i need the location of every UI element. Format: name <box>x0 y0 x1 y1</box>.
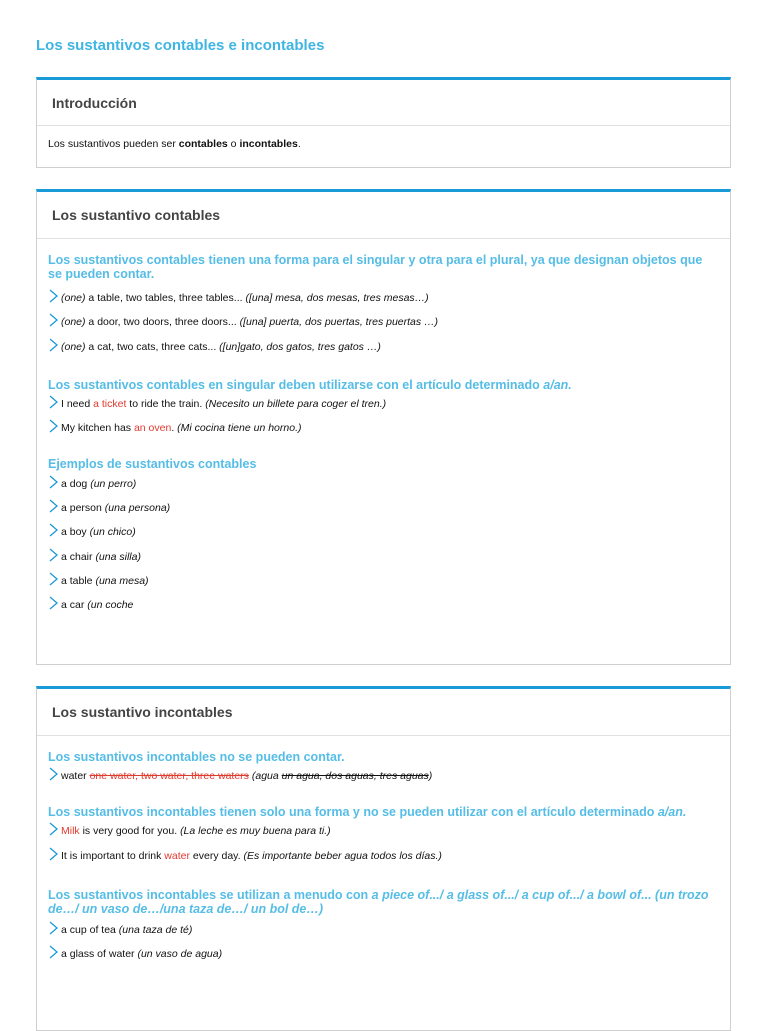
chevron-right-icon <box>48 548 60 562</box>
item-highlight: a ticket <box>93 398 127 411</box>
list-item <box>48 310 719 334</box>
countable-heading-2 <box>48 378 719 392</box>
item-translation: (una mesa) <box>95 574 149 587</box>
chevron-right-icon <box>48 313 60 327</box>
heading-text: Los sustantivos contables en singular deben utilizarse con el artículo determinado <box>48 377 544 392</box>
chevron-right-icon <box>48 596 60 610</box>
chevron-right-icon <box>48 419 60 433</box>
heading-text: Los sustantivos incontables tienen solo una forma y no se pueden utilizar con el artículo determinado <box>48 805 658 820</box>
item-translation: (una silla) <box>95 550 141 563</box>
item-translation: (un vaso de agua) <box>137 948 223 961</box>
heading-emphasis: a/an. <box>543 377 572 392</box>
chevron-right-icon <box>48 921 60 935</box>
item-translation-close: ) <box>428 770 433 783</box>
item-text: a cat, two cats, three cats... <box>85 340 220 353</box>
countable-panel <box>36 189 731 665</box>
item-text: I need <box>61 398 94 411</box>
item-highlight: an oven <box>133 422 172 435</box>
list-item <box>48 593 719 617</box>
list-item <box>48 520 719 544</box>
item-text: . <box>171 422 178 435</box>
chevron-right-icon <box>48 572 60 586</box>
heading-emphasis: a piece of.../ a glass of.../ a cup of.../ a bowl of... (un trozo de…/ un vaso de…/una taza de…/ un bol de…) <box>48 887 709 916</box>
list-item <box>48 844 719 868</box>
uncountable-panel <box>36 686 731 1031</box>
intro-bold-uncountable: incontables <box>239 138 298 150</box>
list-item <box>48 335 719 359</box>
intro-bold-countable: contables <box>178 138 228 150</box>
item-prefix: (one) <box>61 316 86 329</box>
item-text: It is important to drink <box>61 849 165 862</box>
item-struck-translation: un agua, dos aguas, tres aguas <box>281 770 429 783</box>
item-translation: (Mi cocina tiene un horno.) <box>177 422 302 435</box>
intro-mid: o <box>227 138 240 150</box>
item-struck-plural: one water, two water, three waters <box>89 770 249 783</box>
item-text: to ride the train. <box>126 398 206 411</box>
item-translation: (una persona) <box>104 501 171 514</box>
item-text: a table, two tables, three tables... <box>85 292 246 305</box>
item-translation: (una taza de té) <box>118 924 193 937</box>
intro-suffix: . <box>297 138 301 150</box>
item-text: is very good for you. <box>79 825 181 838</box>
item-translation: (Es importante beber agua todos los días.) <box>243 849 442 862</box>
list-item <box>48 496 719 520</box>
list-item <box>48 569 719 593</box>
list-item <box>48 942 719 966</box>
item-prefix: (one) <box>61 340 86 353</box>
item-translation: ([una] mesa, dos mesas, tres mesas…) <box>245 292 429 305</box>
item-text: a boy <box>61 526 90 539</box>
item-text: a door, two doors, three doors... <box>85 316 240 329</box>
item-text: a cup of tea <box>61 924 119 937</box>
chevron-right-icon <box>48 289 60 303</box>
chevron-right-icon <box>48 945 60 959</box>
list-item <box>48 286 719 310</box>
intro-text <box>37 126 730 150</box>
heading-emphasis: a/an. <box>657 805 687 820</box>
list-item <box>48 918 719 942</box>
item-text: My kitchen has <box>61 422 134 435</box>
chevron-right-icon <box>48 822 60 836</box>
chevron-right-icon <box>48 475 60 489</box>
list-item <box>48 819 719 843</box>
item-text: water <box>61 770 90 783</box>
item-translation: (un coche <box>87 599 134 612</box>
item-text: a table <box>61 574 96 587</box>
list-item <box>48 764 719 788</box>
intro-panel <box>36 77 731 168</box>
list-item <box>48 471 719 495</box>
item-text: a car <box>61 599 88 612</box>
page-title: Los sustantivos contables e incontables <box>36 37 325 54</box>
uncountable-panel-title: Los sustantivo incontables <box>37 689 730 736</box>
countable-heading-1: Los sustantivos contables tienen una forma para el singular y otra para el plural, ya que designan objetos que se pueden contar. <box>48 253 703 281</box>
uncountable-heading-3 <box>48 888 719 916</box>
chevron-right-icon <box>48 499 60 513</box>
chevron-right-icon <box>48 767 60 781</box>
heading-text: Los sustantivos incontables se utilizan a menudo con <box>48 887 372 902</box>
item-translation: ([una] puerta, dos puertas, tres puertas …) <box>239 316 439 329</box>
item-highlight: water <box>164 849 190 862</box>
uncountable-heading-2 <box>48 805 719 819</box>
list-item <box>48 416 719 440</box>
list-item <box>48 392 719 416</box>
item-translation: (La leche es muy buena para ti.) <box>180 825 331 838</box>
intro-prefix: Los sustantivos pueden ser <box>48 138 179 150</box>
chevron-right-icon <box>48 338 60 352</box>
item-translation: ([un]gato, dos gatos, tres gatos …) <box>219 340 381 353</box>
uncountable-heading-1: Los sustantivos incontables no se pueden contar. <box>48 750 345 764</box>
item-text: a person <box>61 501 105 514</box>
item-translation: (un chico) <box>89 526 136 539</box>
item-translation: (Necesito un billete para coger el tren.) <box>205 398 387 411</box>
item-translation: (un perro) <box>90 477 137 490</box>
item-prefix: (one) <box>61 292 86 305</box>
countable-panel-title: Los sustantivo contables <box>37 192 730 239</box>
item-text: a dog <box>61 477 91 490</box>
list-item <box>48 544 719 568</box>
chevron-right-icon <box>48 523 60 537</box>
intro-panel-title: Introducción <box>37 80 730 126</box>
item-translation: (agua <box>248 770 282 783</box>
item-text: a glass of water <box>61 948 138 961</box>
item-highlight: Milk <box>61 825 80 838</box>
chevron-right-icon <box>48 395 60 409</box>
countable-heading-3: Ejemplos de sustantivos contables <box>48 457 257 472</box>
item-text: a chair <box>61 550 96 563</box>
item-text: every day. <box>189 849 244 862</box>
chevron-right-icon <box>48 847 60 861</box>
